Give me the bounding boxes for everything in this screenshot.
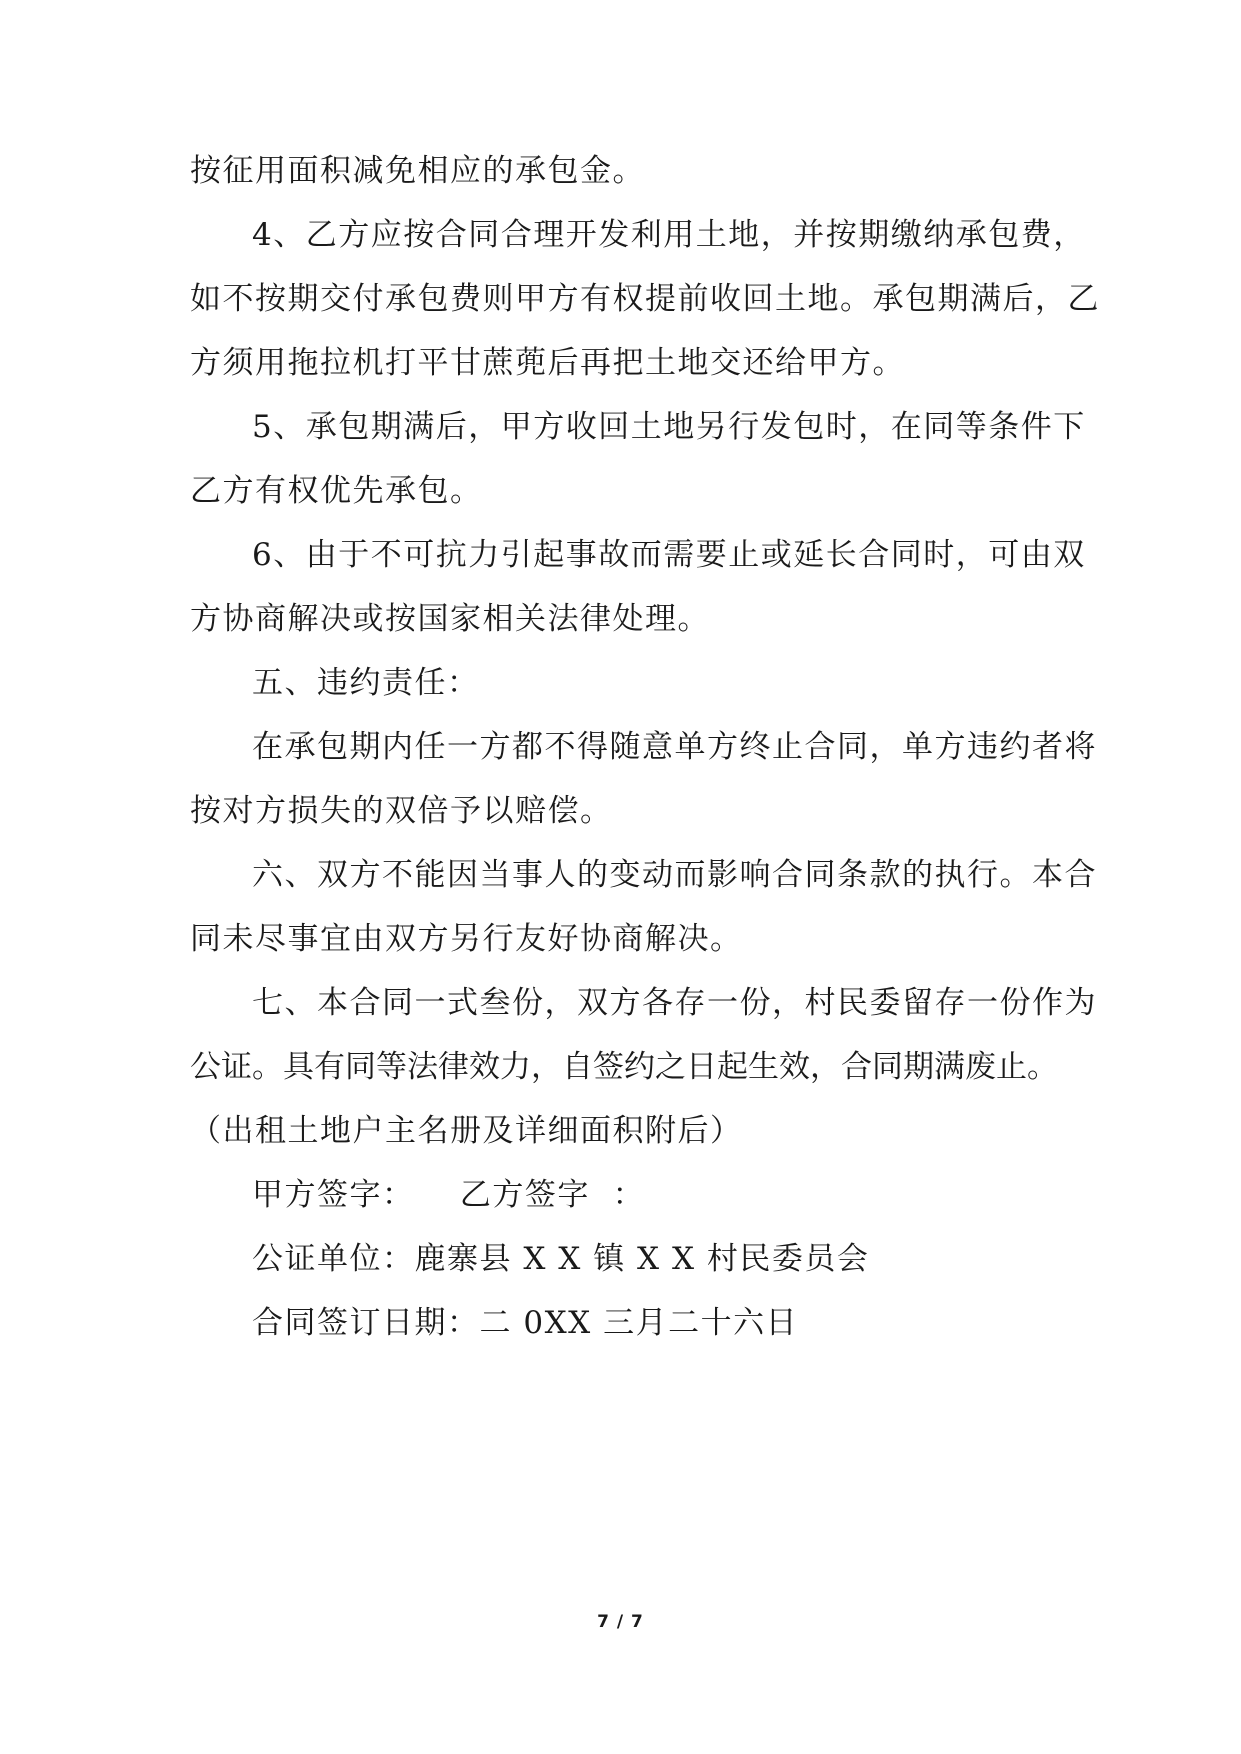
text-line: 方须用拖拉机打平甘蔗蔸后再把土地交还给甲方。 <box>190 345 905 381</box>
clause-5-line: 5、承包期满后，甲方收回土地另行发包时，在同等条件下 <box>252 409 1086 445</box>
page-number: 7 / 7 <box>597 1612 644 1632</box>
section-heading-liability: 五、违约责任： <box>252 665 480 701</box>
text-line: 按征用面积减免相应的承包金。 <box>190 153 645 189</box>
section-six-line: 六、双方不能因当事人的变动而影响合同条款的执行。本合 <box>252 857 1097 893</box>
section-seven-line: 七、本合同一式叁份，双方各存一份，村民委留存一份作为 <box>252 985 1097 1021</box>
signing-date-line: 合同签订日期：二 0XX 三月二十六日 <box>252 1305 799 1341</box>
clause-4-line: 4、乙方应按合同合理开发利用土地，并按期缴纳承包费， <box>252 217 1086 253</box>
signature-line: 甲方签字： 乙方签字 ： <box>252 1177 646 1213</box>
text-line: 在承包期内任一方都不得随意单方终止合同，单方违约者将 <box>252 729 1097 765</box>
text-line: 同未尽事宜由双方另行友好协商解决。 <box>190 921 743 957</box>
notary-unit-line: 公证单位：鹿寨县 X X 镇 X X 村民委员会 <box>252 1241 870 1277</box>
clause-6-line: 6、由于不可抗力引起事故而需要止或延长合同时，可由双 <box>252 537 1086 573</box>
text-line: 乙方有权优先承包。 <box>190 473 483 509</box>
text-line: 如不按期交付承包费则甲方有权提前收回土地。承包期满后，乙 <box>190 281 1100 317</box>
text-line: 按对方损失的双倍予以赔偿。 <box>190 793 613 829</box>
text-line: 公证。具有同等法律效力，自签约之日起生效，合同期满废止。 <box>190 1049 1058 1085</box>
attachment-note: （出租土地户主名册及详细面积附后） <box>190 1113 743 1149</box>
text-line: 方协商解决或按国家相关法律处理。 <box>190 601 710 637</box>
